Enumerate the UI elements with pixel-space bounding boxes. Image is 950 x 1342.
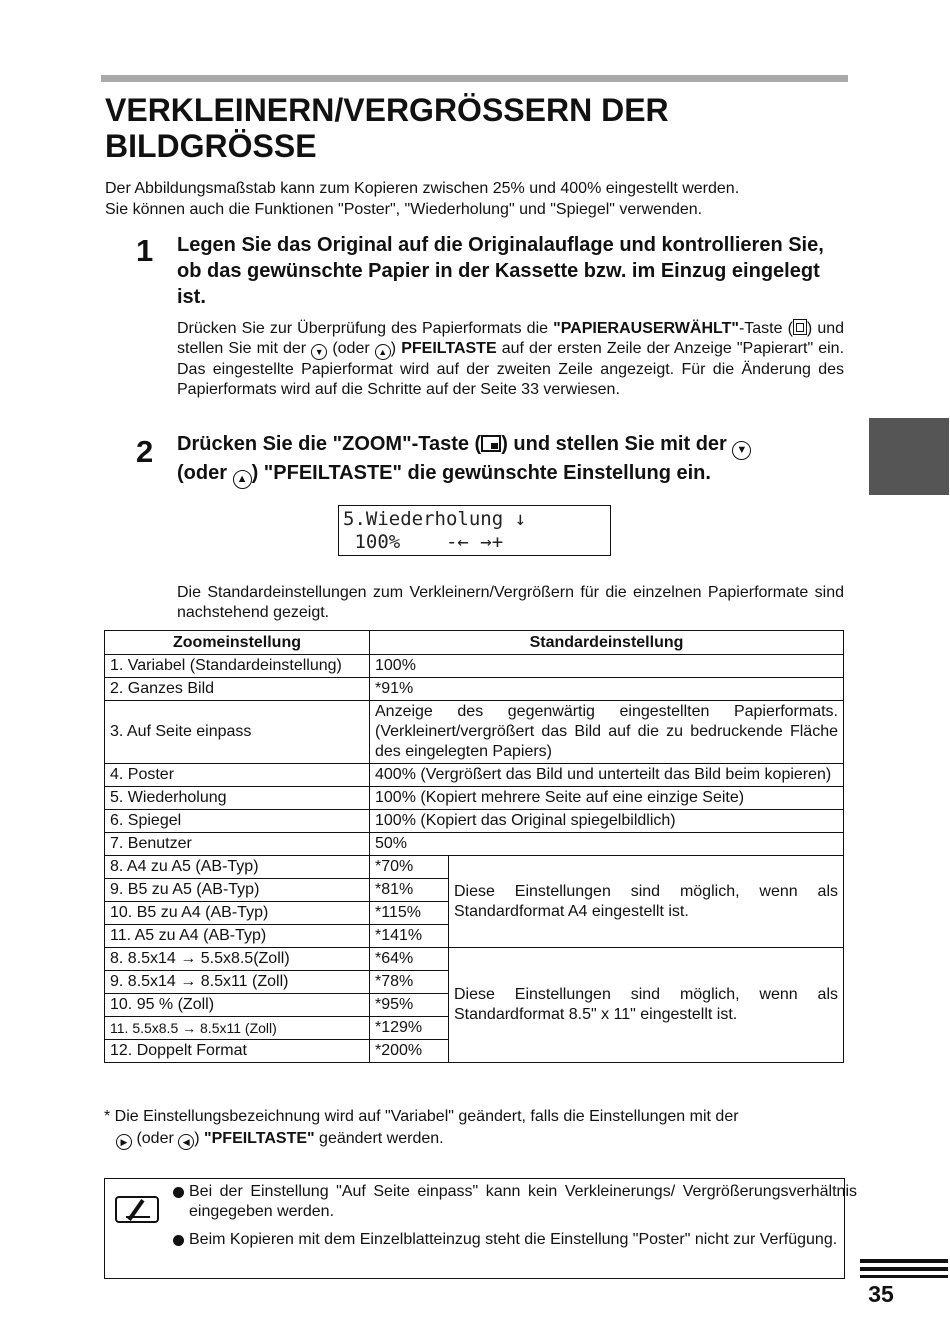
bullet-icon [173,1235,184,1246]
footnote [104,1106,846,1150]
table-row [105,810,844,833]
top-rule [101,75,848,82]
right-arrow-icon: ▶ [116,1134,132,1150]
key-name: PFEILTASTE [401,340,497,357]
page-rule [860,1275,948,1278]
table-row [105,764,844,787]
note-text: Beim Kopieren mit dem Einzelblatteinzug steht die Einstellung "Poster" nicht zur Verfügung. [189,1231,838,1248]
note-item [173,1182,857,1222]
table-cell: 9. B5 zu A5 (AB-Typ) [105,879,370,902]
step-1-text: ) [390,340,402,357]
table-cell: 11. A5 zu A4 (AB-Typ) [105,925,370,948]
footnote-text: (oder [132,1130,179,1147]
table-header: Standardeinstellung [370,631,844,655]
lcd-display [338,505,611,556]
step-2-text: Drücken Sie die "ZOOM"-Taste ( [177,433,482,455]
step-2-number: 2 [136,434,154,469]
step-1-text: -Taste ( [738,320,793,337]
step-2-text: ) "PFEILTASTE" die gewünschte Einstellung ein. [251,462,711,484]
table-row [105,856,844,879]
step-2-text: ) und stellen Sie mit der [501,433,733,455]
table-cell: 6. Spiegel [105,810,370,833]
table-cell: 100% (Kopiert mehrere Seite auf eine einzige Seite) [370,787,844,810]
step-1-text: (oder [327,340,375,357]
page-rule [860,1259,948,1263]
table-cell: *64% [370,948,449,971]
table-intro: Die Standardeinstellungen zum Verkleinern/Vergrößern für die einzelnen Papierformate sind nachstehend gezeigt. [177,584,844,621]
table-cell: *91% [370,678,844,701]
intro-paragraph [105,178,847,220]
step-1-heading: Legen Sie das Original auf die Originalauflage und kontrollieren Sie, ob das gewünschte Papier in der Kassette bzw. im Einzug eingelegt ist. [177,234,824,308]
step-1-text: auf der ersten Zeile der Anzeige "Papierart" ein. Das eingestellte Papierformat wird auf der zweiten Zeile angezeigt. Für die Änderung des Papierformats wird auf die Schritte auf der Seite 33 verwiesen. [177,340,845,398]
table-cell: 100% [370,655,844,678]
table-row [105,948,844,971]
step-1-number: 1 [136,233,154,268]
note-text: Bei der Einstellung "Auf Seite einpass" kann kein Verkleinerungs/ Vergrößerungsverhältnis eingegeben werden. [189,1183,857,1220]
table-cell: 100% (Kopiert das Original spiegelbildlich) [370,810,844,833]
down-arrow-icon: ▼ [732,441,751,460]
step-2-heading [177,431,845,489]
footnote-text: ) [194,1130,205,1147]
table-cell: 1. Variabel (Standardeinstellung) [105,655,370,678]
footnote-text: geändert werden. [314,1130,444,1147]
paper-select-icon [793,319,807,335]
table-row [105,701,844,764]
table-cell: 2. Ganzes Bild [105,678,370,701]
table-cell: 11. 5.5x8.5 → 8.5x11 (Zoll) [105,1017,370,1040]
table-row [105,833,844,856]
page-number: 35 [868,1281,894,1307]
table-row [105,787,844,810]
intro-line-2: Sie können auch die Funktionen "Poster", "Wiederholung" und "Spiegel" verwenden. [105,201,703,218]
table-cell: 8. A4 zu A5 (AB-Typ) [105,856,370,879]
left-arrow-icon: ◀ [178,1134,194,1150]
up-arrow-icon: ▲ [375,344,391,360]
step-2-text: (oder [177,462,233,484]
zoom-icon [481,435,501,452]
title-line-2: BILDGRÖSSE [105,128,317,164]
table-cell: *70% [370,856,449,879]
chapter-tab [869,418,949,495]
zoom-settings-table [104,630,844,1063]
note-item [173,1230,857,1250]
table-cell: 3. Auf Seite einpass [105,701,370,764]
table-cell: 7. Benutzer [105,833,370,856]
table-cell: *95% [370,994,449,1017]
lcd-line-1: 5.Wiederholung ↓ [343,508,527,530]
note-box [104,1178,857,1279]
table-cell: 10. 95 % (Zoll) [105,994,370,1017]
table-cell: *129% [370,1017,449,1040]
step-1-body [177,319,844,400]
table-cell: *78% [370,971,449,994]
pencil-note-icon [115,1196,159,1223]
table-cell: *81% [370,879,449,902]
table-cell: 9. 8.5x14 → 8.5x11 (Zoll) [105,971,370,994]
footnote-text: * Die Einstellungsbezeichnung wird auf "Variabel" geändert, falls die Einstellungen mit der [104,1108,739,1125]
table-cell: 50% [370,833,844,856]
up-arrow-icon: ▲ [233,470,252,489]
step-1-text: ) und stellen Sie mit der [177,320,845,357]
down-arrow-icon: ▼ [311,344,327,360]
table-cell: 10. B5 zu A4 (AB-Typ) [105,902,370,925]
table-cell: 400% (Vergrößert das Bild und unterteilt das Bild beim kopieren) [370,764,844,787]
key-name: "PAPIERAUSERWÄHLT" [553,320,739,337]
intro-line-1: Der Abbildungsmaßstab kann zum Kopieren zwischen 25% und 400% eingestellt werden. [105,180,740,197]
table-header-row [105,631,844,655]
step-1-text: Drücken Sie zur Überprüfung des Papierformats die [177,320,554,337]
table-cell: *115% [370,902,449,925]
page-rule [860,1267,948,1271]
page-title [105,92,845,164]
table-row [105,678,844,701]
bullet-icon [173,1187,184,1198]
table-header: Zoomeinstellung [105,631,370,655]
table-cell: Anzeige des gegenwärtig eingestellten Papierformats. (Verkleinert/vergrößert das Bild auf die zu bedruckende Fläche des eingelegten Papiers) [370,701,844,764]
table-row [105,655,844,678]
title-line-1: VERKLEINERN/VERGRÖSSERN DER [105,92,669,128]
table-cell: *141% [370,925,449,948]
table-cell: 12. Doppelt Format [105,1040,370,1063]
lcd-line-2: 100% -← →+ [343,531,504,553]
table-cell: *200% [370,1040,449,1063]
table-note-inch: Diese Einstellungen sind möglich, wenn als Standardformat 8.5" x 11" eingestellt ist. [449,948,844,1063]
table-cell: 5. Wiederholung [105,787,370,810]
key-name: "PFEILTASTE" [204,1130,315,1147]
table-note-ab: Diese Einstellungen sind möglich, wenn als Standardformat A4 eingestellt ist. [449,856,844,948]
table-cell: 8. 8.5x14 → 5.5x8.5(Zoll) [105,948,370,971]
table-cell: 4. Poster [105,764,370,787]
